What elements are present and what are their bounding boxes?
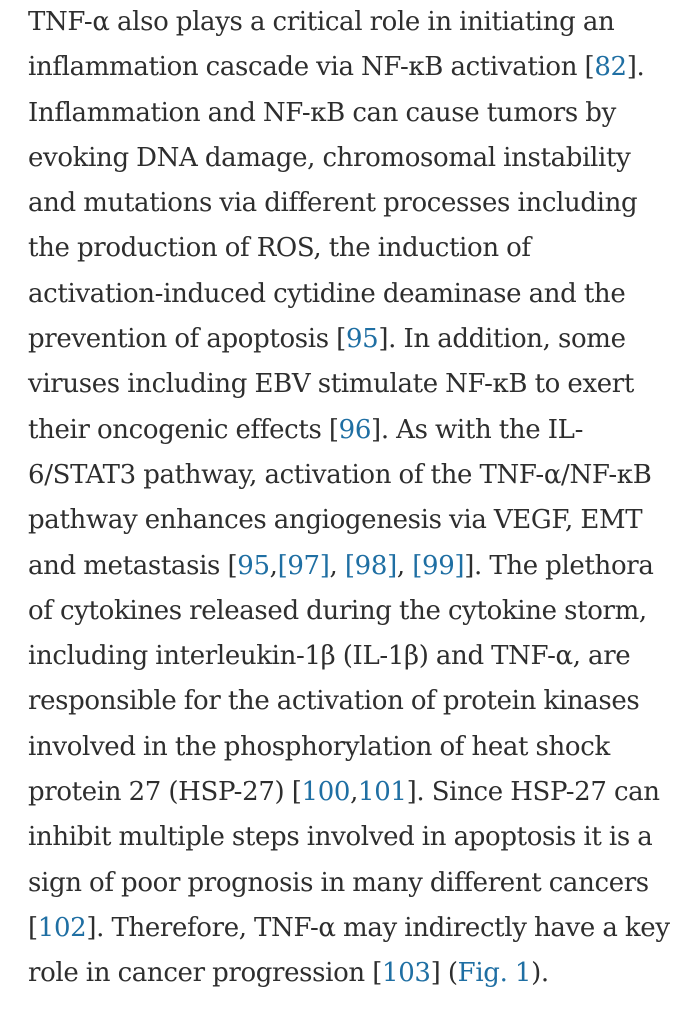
text-segment: ]. The plethora [464,550,654,581]
text-segment: and mutations via different processes including [28,188,638,219]
citation-link-102[interactable]: 102 [37,912,87,943]
text-segment: , [396,550,413,581]
text-segment: role in cancer progression [ [28,958,383,989]
citation-link-98[interactable]: [98] [344,550,397,581]
text-segment: the production of ROS, the induction of [28,233,531,264]
citation-link-99[interactable]: [99] [412,550,465,581]
citation-link-101[interactable]: 101 [358,777,407,808]
text-line [28,906,668,951]
text-line [28,589,668,634]
text-line [28,634,668,679]
text-line [28,498,668,543]
text-segment: 6/STAT3 pathway, activation of the TNF-α/NF-κB [28,459,652,490]
text-line [28,136,668,181]
text-line [28,45,668,90]
text-segment: protein 27 (HSP-27) [ [28,777,302,808]
text-segment: pathway enhances angiogenesis via VEGF, EMT [28,505,643,536]
text-segment: ). [531,958,549,989]
body-paragraph [28,0,668,997]
text-segment: ]. In addition, some [378,324,626,355]
citation-link-103[interactable]: 103 [382,958,431,989]
text-segment: ]. Therefore, TNF-α may indirectly have a key [86,912,670,943]
text-line [28,544,668,589]
text-line [28,181,668,226]
text-line [28,408,668,453]
text-segment: sign of poor prognosis in many different cancers [28,867,649,898]
text-line [28,317,668,362]
text-segment: ]. Since HSP-27 can [406,777,660,808]
text-segment: their oncogenic effects [ [28,414,339,445]
text-segment: of cytokines released during the cytokine storm, [28,595,647,626]
text-line [28,951,668,996]
citation-link-82[interactable]: 82 [594,52,627,83]
figure-link-fig-1[interactable]: Fig. 1 [457,958,532,989]
text-line [28,91,668,136]
text-segment: evoking DNA damage, chromosomal instability [28,142,631,173]
text-segment: including interleukin-1β (IL-1β) and TNF-α, are [28,641,631,672]
text-segment: TNF-α also plays a critical role in initiating an [28,7,615,37]
text-segment: activation-induced cytidine deaminase and the [28,278,626,309]
article-body [28,0,668,997]
text-line [28,679,668,724]
citation-link-97[interactable]: [97] [277,550,330,581]
text-line [28,226,668,271]
text-segment: , [350,777,359,808]
text-segment: [ [28,912,38,943]
text-segment: Inflammation and NF-κB can cause tumors by [28,97,616,128]
citation-link-95[interactable]: 95 [345,324,379,355]
text-line [28,770,668,815]
text-segment: inhibit multiple steps involved in apoptosis it is a [28,822,653,853]
text-line [28,453,668,498]
text-line [28,815,668,860]
text-segment: responsible for the activation of protein kinases [28,686,640,717]
text-segment: and metastasis [ [28,550,238,581]
text-line [28,725,668,770]
text-segment: , [329,550,345,581]
text-segment: ]. As with the IL- [371,414,583,445]
text-line [28,272,668,317]
text-segment: , [269,550,278,581]
text-segment: viruses including EBV stimulate NF-κB to exert [28,369,634,400]
citation-link-100[interactable]: 100 [301,777,351,808]
text-line [28,0,668,45]
text-segment: involved in the phosphorylation of heat shock [28,731,610,762]
text-line [28,861,668,906]
text-segment: ]. [626,52,645,83]
citation-link-95[interactable]: 95 [237,550,270,581]
text-segment: ] ( [430,958,458,989]
citation-link-96[interactable]: 96 [338,414,372,445]
text-segment: inflammation cascade via NF-κB activation [ [28,52,595,83]
text-line [28,362,668,407]
text-segment: prevention of apoptosis [ [28,324,346,355]
